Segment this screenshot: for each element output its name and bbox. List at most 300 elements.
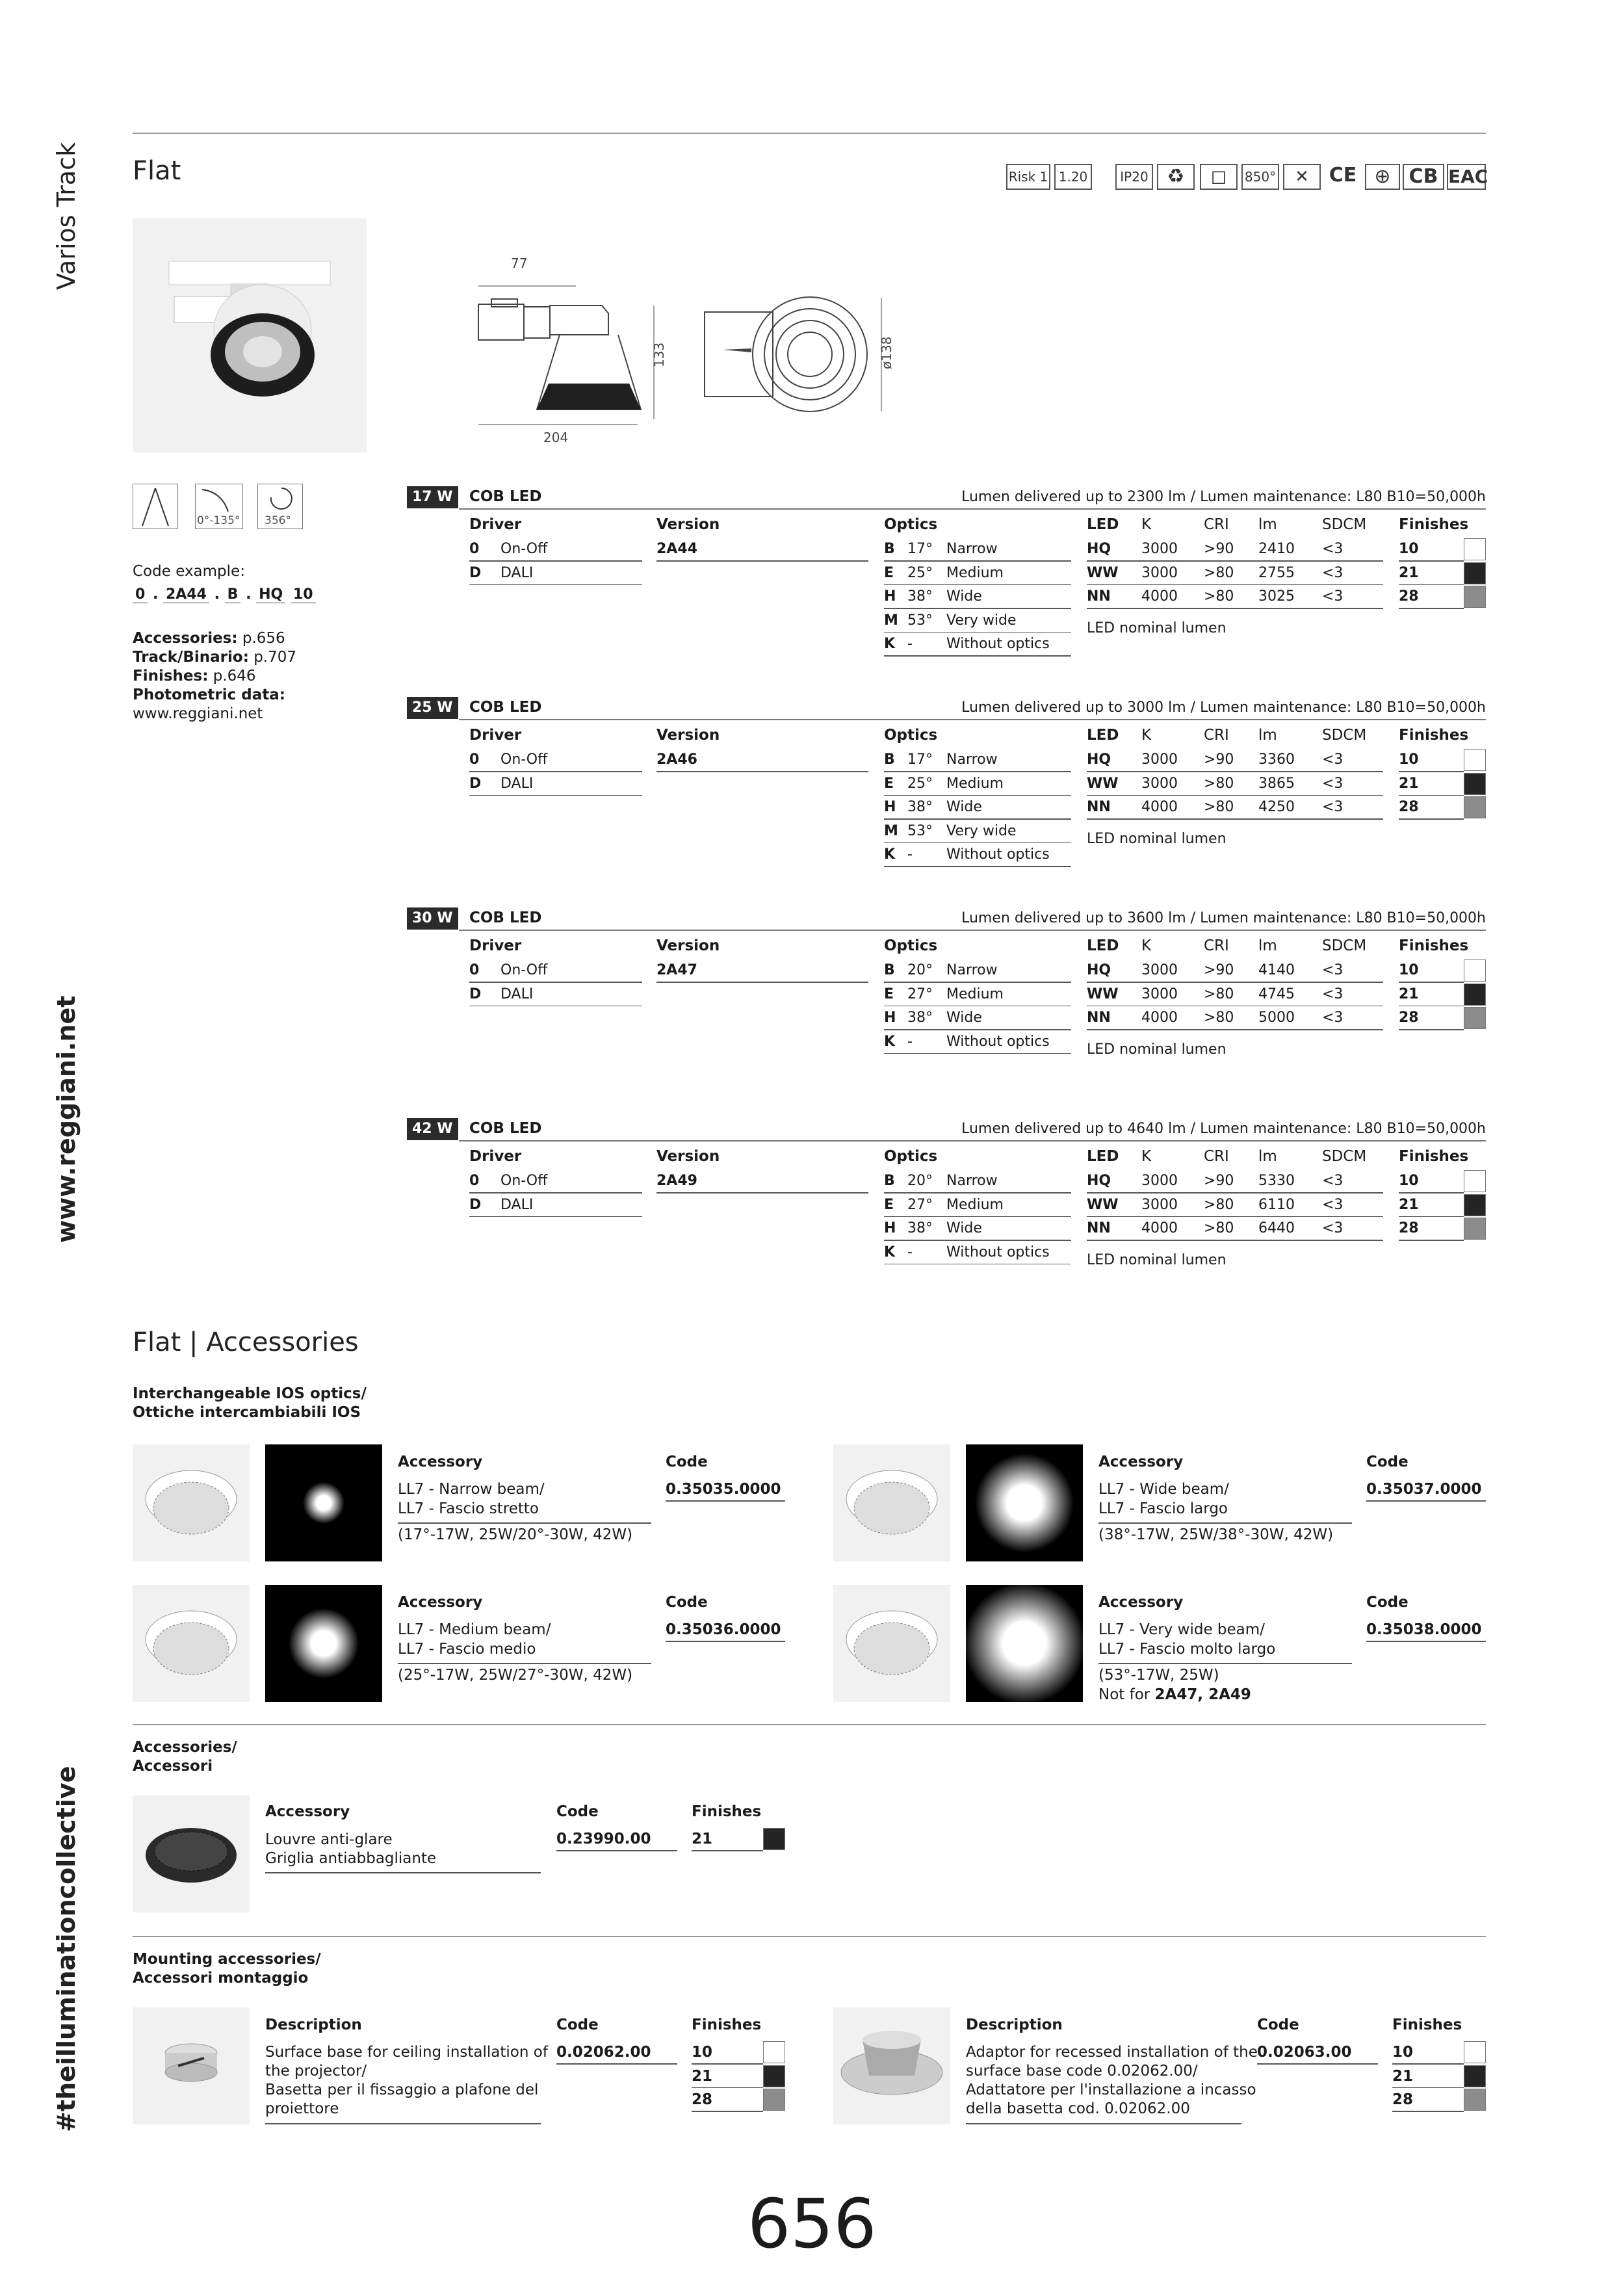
ios-code-line [666, 1641, 785, 1642]
beam-preview [265, 1444, 382, 1561]
optic-line [884, 1192, 1071, 1194]
led-lm: 5330 [1258, 1173, 1295, 1189]
driver-line [469, 1006, 642, 1007]
optic-angle: 27° [907, 985, 933, 1002]
acc2-finish-line [692, 1850, 763, 1851]
mount-finish-swatch [763, 2089, 785, 2111]
acc2-title: Accessories/ Accessori [133, 1739, 237, 1775]
mount-desc-line: Basetta per il fissaggio a plafone del [265, 2081, 539, 2098]
acc2-description: Louvre anti-glare Griglia antiabbagliante [265, 1831, 437, 1867]
led-k: 3000 [1141, 541, 1178, 557]
finish-swatch [1464, 1218, 1486, 1240]
finish-swatch [1464, 1170, 1486, 1192]
driver-code: 0 [469, 962, 480, 978]
finish-code: 10 [1399, 751, 1419, 768]
optic-code: H [884, 1010, 896, 1026]
code-part-optics: B [225, 586, 241, 603]
finish-line [1399, 771, 1464, 772]
driver-code: 0 [469, 751, 480, 768]
finish-swatch [1464, 586, 1486, 608]
ios-optic-image [133, 1444, 250, 1561]
driver-name: On-Off [500, 1173, 548, 1189]
dim-depth: 77 [511, 255, 528, 271]
mount-title: Mounting accessories/ Accessori montaggio [133, 1951, 321, 1987]
driver-line [469, 560, 642, 562]
sidebar-website: www.reggiani.net [52, 995, 81, 1243]
optic-line [884, 1264, 1071, 1265]
optic-code: B [884, 962, 895, 978]
ios-code-label: Code [666, 1594, 708, 1611]
watt-badge: 25 W [407, 697, 458, 719]
cert-enec-icon: ⊕ [1365, 164, 1400, 190]
optic-line [884, 866, 1071, 867]
mount-finish-swatch [1464, 2089, 1486, 2111]
ios-note: (53°-17W, 25W) [1098, 1667, 1219, 1684]
version-line [656, 560, 868, 562]
driver-code: 0 [469, 1173, 480, 1189]
top-rule [133, 133, 1486, 134]
ios-note-2-text: Not for [1098, 1686, 1155, 1703]
led-cri: >80 [1204, 985, 1234, 1002]
col-header-optics: Optics [884, 937, 938, 954]
optic-line [884, 584, 1071, 586]
col-header-finishes: Finishes [1399, 937, 1469, 954]
rule-accessories [133, 1724, 1486, 1725]
led-cri: >80 [1204, 564, 1234, 581]
accessories-title: Flat | Accessories [133, 1327, 359, 1357]
led-code: WW [1087, 775, 1119, 792]
led-line [1087, 982, 1383, 983]
col-header-k: K [1141, 1148, 1152, 1165]
led-lm: 6440 [1258, 1220, 1295, 1236]
ios-code: 0.35037.0000 [1366, 1481, 1482, 1498]
mount-desc-line: Adattatore per l'installazione a incasso [966, 2081, 1256, 2098]
optic-line [884, 842, 1071, 844]
optic-name: Without optics [946, 636, 1050, 652]
mount-finish-code: 10 [1392, 2044, 1414, 2061]
optic-code: E [884, 775, 894, 792]
led-k: 3000 [1141, 564, 1178, 581]
dim-length: 204 [543, 430, 569, 445]
led-lm: 4745 [1258, 985, 1295, 1002]
col-header-cri: CRI [1204, 1148, 1229, 1165]
finish-swatch [1464, 538, 1486, 560]
version-line [656, 1192, 868, 1194]
cert-ip: IP20 [1115, 164, 1153, 190]
ios-code-line [1366, 1500, 1486, 1502]
optic-name: Medium [946, 985, 1004, 1002]
lumen-info: Lumen delivered up to 3600 lm / Lumen maintenance: L80 B10=50,000h [961, 910, 1486, 926]
finish-code: 28 [1399, 1220, 1419, 1236]
cert-eac: EAC [1447, 164, 1486, 190]
beam-preview [265, 1585, 382, 1702]
led-lm: 4250 [1258, 799, 1295, 815]
optic-code: K [884, 1244, 896, 1260]
led-k: 3000 [1141, 962, 1178, 978]
ios-name-2: LL7 - Fascio largo [1098, 1500, 1228, 1517]
ios-line [1098, 1522, 1352, 1524]
driver-code: D [469, 1196, 482, 1213]
optic-angle: 20° [907, 962, 933, 978]
optic-line [884, 1029, 1071, 1030]
acc2-finish: 21 [692, 1831, 713, 1847]
led-code: HQ [1087, 1173, 1111, 1189]
cert-recycle-icon: ♻ [1157, 164, 1195, 190]
dim-height: 133 [651, 342, 667, 367]
sidebar-series-title: Varios Track [52, 142, 81, 290]
driver-line [469, 1216, 642, 1218]
version-code: 2A46 [656, 751, 697, 768]
led-cri: >80 [1204, 1010, 1234, 1026]
acc2-code-label: Code [556, 1803, 599, 1820]
driver-code: D [469, 985, 482, 1002]
col-header-led: LED [1087, 1148, 1119, 1165]
led-k: 4000 [1141, 799, 1178, 815]
acc2-finishes-label: Finishes [692, 1803, 762, 1820]
mount-finishes-label: Finishes [692, 2016, 762, 2033]
driver-code: D [469, 775, 482, 792]
optic-line [884, 771, 1071, 772]
finish-line [1399, 795, 1464, 796]
optic-angle: 53° [907, 612, 933, 629]
ios-note-2-codes: 2A47, 2A49 [1154, 1686, 1251, 1703]
ios-optic-image [133, 1585, 250, 1702]
optic-line [884, 560, 1071, 562]
finish-swatch [1464, 1194, 1486, 1216]
finish-line [1399, 560, 1464, 562]
louvre-image [133, 1795, 250, 1912]
led-k: 4000 [1141, 1010, 1178, 1026]
optic-code: B [884, 751, 895, 768]
cob-label: COB LED [469, 699, 542, 716]
optic-line [884, 1240, 1071, 1241]
optic-angle: 25° [907, 775, 933, 792]
rotate-label: 356° [265, 514, 291, 527]
ios-accessory-label: Accessory [1098, 1454, 1184, 1470]
col-header-lm: lm [1258, 937, 1277, 954]
section-rule [459, 719, 1486, 720]
ios-name-2: LL7 - Fascio stretto [398, 1500, 539, 1517]
cert-distance: 1.20 [1054, 164, 1092, 190]
lumen-info: Lumen delivered up to 4640 lm / Lumen maintenance: L80 B10=50,000h [961, 1121, 1486, 1137]
mount-finish-code: 21 [692, 2067, 713, 2085]
mount-code: 0.02063.00 [1257, 2044, 1352, 2061]
optic-angle: 27° [907, 1196, 933, 1213]
optic-name: Medium [946, 775, 1004, 792]
optic-name: Without optics [946, 1033, 1050, 1050]
led-k: 3000 [1141, 775, 1178, 792]
ios-note: (38°-17W, 25W/38°-30W, 42W) [1098, 1526, 1334, 1543]
driver-code: 0 [469, 541, 480, 557]
col-header-version: Version [656, 516, 720, 533]
tilt-icon [195, 484, 243, 529]
col-header-led: LED [1087, 937, 1119, 954]
col-header-k: K [1141, 937, 1152, 954]
lumen-info: Lumen delivered up to 2300 lm / Lumen maintenance: L80 B10=50,000h [961, 489, 1486, 505]
led-line [1087, 584, 1383, 586]
optic-code: M [884, 822, 898, 839]
cob-label: COB LED [469, 1120, 542, 1137]
sidebar-hashtag: #theilluminationcollective [52, 1766, 81, 2132]
col-header-k: K [1141, 727, 1152, 744]
driver-line [469, 795, 642, 796]
col-header-lm: lm [1258, 1148, 1277, 1165]
led-sdcm: <3 [1322, 564, 1344, 581]
led-cri: >80 [1204, 799, 1234, 815]
led-sdcm: <3 [1322, 588, 1344, 605]
led-sdcm: <3 [1322, 751, 1344, 768]
finish-code: 21 [1399, 985, 1419, 1002]
ios-code-label: Code [1366, 1454, 1409, 1470]
optic-line [884, 1216, 1071, 1218]
ios-line [398, 1663, 651, 1664]
col-header-sdcm: SDCM [1322, 1148, 1367, 1165]
mount-finish-rule [692, 2111, 763, 2112]
led-k: 3000 [1141, 751, 1178, 768]
col-header-led: LED [1087, 727, 1119, 744]
led-code: HQ [1087, 962, 1111, 978]
col-header-version: Version [656, 727, 720, 744]
led-sdcm: <3 [1322, 985, 1344, 1002]
finish-swatch [1464, 959, 1486, 982]
led-sdcm: <3 [1322, 799, 1344, 815]
optic-code: E [884, 985, 894, 1002]
ios-name-1: LL7 - Narrow beam/ [398, 1481, 545, 1498]
ios-accessory-label: Accessory [398, 1594, 483, 1611]
mount-desc-rule [966, 2123, 1241, 2124]
optic-line [884, 655, 1071, 657]
driver-line [469, 771, 642, 772]
finish-line [1399, 584, 1464, 586]
optic-name: Very wide [946, 822, 1017, 839]
optic-name: Wide [946, 588, 982, 605]
led-line [1087, 1240, 1383, 1241]
page-title: Flat [133, 156, 181, 186]
rotate-icon [257, 484, 303, 529]
col-header-version: Version [656, 1148, 720, 1165]
version-line [656, 982, 868, 983]
mount-code-rule [556, 2063, 677, 2065]
version-code: 2A47 [656, 962, 697, 978]
code-part-finish: 10 [291, 586, 316, 603]
finish-code: 28 [1399, 588, 1419, 605]
finish-code: 28 [1399, 799, 1419, 815]
mount-code: 0.02062.00 [556, 2044, 651, 2061]
optic-angle: 53° [907, 822, 933, 839]
led-k: 4000 [1141, 588, 1178, 605]
beam-preview [966, 1444, 1083, 1561]
led-cri: >90 [1204, 962, 1234, 978]
optic-code: B [884, 1173, 895, 1189]
led-line [1087, 818, 1383, 820]
led-cri: >90 [1204, 751, 1234, 768]
ios-name-1: LL7 - Wide beam/ [1098, 1481, 1229, 1498]
cert-class2-icon: ◻ [1200, 164, 1238, 190]
version-code: 2A49 [656, 1173, 697, 1189]
mount-finish-code: 21 [1392, 2067, 1414, 2085]
led-lm: 3025 [1258, 588, 1295, 605]
optic-name: Without optics [946, 846, 1050, 863]
ios-note: (17°-17W, 25W/20°-30W, 42W) [398, 1526, 633, 1543]
finish-swatch [1464, 984, 1486, 1006]
led-cri: >90 [1204, 541, 1234, 557]
references: Accessories: p.656 Track/Binario: p.707 Finishes: p.646 Photometric data: www.reggiani.net [133, 630, 297, 722]
optic-name: Very wide [946, 612, 1017, 629]
ios-code-line [666, 1500, 785, 1502]
reggiani-link[interactable]: www.reggiani.net [133, 705, 263, 722]
led-code: NN [1087, 1220, 1111, 1236]
cert-risk: Risk 1 [1006, 164, 1050, 190]
ios-code: 0.35036.0000 [666, 1621, 781, 1638]
col-header-lm: lm [1258, 727, 1277, 744]
optic-angle: 17° [907, 541, 933, 557]
finish-code: 10 [1399, 1173, 1419, 1189]
col-header-finishes: Finishes [1399, 1148, 1469, 1165]
mount-image [833, 2007, 950, 2124]
led-code: NN [1087, 799, 1111, 815]
ios-note-2 [1098, 1686, 1251, 1703]
ios-optic-image [833, 1444, 950, 1561]
ios-line [1098, 1663, 1352, 1664]
led-sdcm: <3 [1322, 962, 1344, 978]
acc2-code-line [556, 1850, 677, 1851]
led-lm: 3360 [1258, 751, 1295, 768]
ios-name-2: LL7 - Fascio medio [398, 1641, 536, 1658]
cob-label: COB LED [469, 488, 542, 505]
cob-label: COB LED [469, 909, 542, 926]
led-lm: 2755 [1258, 564, 1295, 581]
mount-finish-rule [1392, 2087, 1464, 2089]
finish-swatch [1464, 773, 1486, 795]
dim-diameter: ø138 [879, 336, 894, 369]
mount-finish-rule [1392, 2111, 1464, 2112]
watt-badge: 17 W [407, 486, 458, 508]
optic-name: Medium [946, 1196, 1004, 1213]
led-sdcm: <3 [1322, 1010, 1344, 1026]
optic-code: H [884, 1220, 896, 1236]
driver-name: On-Off [500, 962, 548, 978]
optic-name: Narrow [946, 962, 998, 978]
optic-name: Wide [946, 1010, 982, 1026]
finish-line [1399, 818, 1464, 820]
led-cri: >80 [1204, 588, 1234, 605]
optic-line [884, 818, 1071, 820]
led-cri: >80 [1204, 1196, 1234, 1213]
optic-code: B [884, 541, 895, 557]
mount-desc-line: Adaptor for recessed installation of the [966, 2044, 1258, 2061]
code-example: 0 . 2A44 . B . HQ 10 [133, 586, 316, 603]
col-header-sdcm: SDCM [1322, 516, 1367, 533]
led-nominal-note: LED nominal lumen [1087, 620, 1227, 636]
code-part-driver: 0 [133, 586, 148, 603]
col-header-led: LED [1087, 516, 1119, 533]
optic-angle: 38° [907, 799, 933, 815]
col-header-k: K [1141, 516, 1152, 533]
col-header-sdcm: SDCM [1322, 727, 1367, 744]
led-lm: 3865 [1258, 775, 1295, 792]
optic-name: Narrow [946, 1173, 998, 1189]
led-cri: >80 [1204, 1220, 1234, 1236]
optic-name: Narrow [946, 541, 998, 557]
optic-name: Wide [946, 1220, 982, 1236]
ios-accessory-label: Accessory [398, 1454, 483, 1470]
led-code: NN [1087, 1010, 1111, 1026]
ios-code-label: Code [666, 1454, 708, 1470]
acc2-finish-swatch [763, 1828, 785, 1850]
driver-line [469, 584, 642, 586]
optic-code: H [884, 799, 896, 815]
optic-line [884, 982, 1071, 983]
col-header-finishes: Finishes [1399, 516, 1469, 533]
finish-line [1399, 1192, 1464, 1194]
finish-code: 10 [1399, 541, 1419, 557]
optic-line [884, 1053, 1071, 1054]
beam-angle-icon [133, 484, 178, 529]
col-header-cri: CRI [1204, 727, 1229, 744]
driver-name: DALI [500, 775, 534, 792]
finish-swatch [1464, 796, 1486, 818]
finish-swatch [1464, 1007, 1486, 1029]
led-k: 3000 [1141, 1196, 1178, 1213]
finish-line [1399, 1029, 1464, 1030]
led-k: 3000 [1141, 985, 1178, 1002]
led-lm: 5000 [1258, 1010, 1295, 1026]
finish-line [1399, 982, 1464, 983]
optic-angle: 20° [907, 1173, 933, 1189]
code-part-version: 2A44 [163, 586, 209, 603]
mount-finish-code: 28 [692, 2091, 713, 2108]
acc2-accessory-label: Accessory [265, 1803, 350, 1820]
optic-code: K [884, 636, 896, 652]
optic-angle: 17° [907, 751, 933, 768]
led-line [1087, 1029, 1383, 1030]
led-code: NN [1087, 588, 1111, 605]
led-code: WW [1087, 985, 1119, 1002]
led-nominal-note: LED nominal lumen [1087, 1251, 1227, 1268]
driver-code: D [469, 564, 482, 581]
section-rule [459, 508, 1486, 510]
finish-swatch [1464, 749, 1486, 771]
section-rule [459, 930, 1486, 931]
mount-finish-rule [692, 2087, 763, 2089]
finish-code: 28 [1399, 1010, 1419, 1026]
mount-desc-line: the projector/ [265, 2063, 367, 2080]
col-header-driver: Driver [469, 1148, 522, 1165]
rule-mounting [133, 1936, 1486, 1937]
col-header-sdcm: SDCM [1322, 937, 1367, 954]
finish-line [1399, 1240, 1464, 1241]
col-header-driver: Driver [469, 516, 522, 533]
optic-angle: 38° [907, 588, 933, 605]
finish-line [1399, 608, 1464, 609]
driver-name: On-Off [500, 541, 548, 557]
led-line [1087, 1216, 1383, 1218]
col-header-cri: CRI [1204, 937, 1229, 954]
col-header-cri: CRI [1204, 516, 1229, 533]
led-lm: 4140 [1258, 962, 1295, 978]
led-cri: >80 [1204, 775, 1234, 792]
finish-code: 10 [1399, 962, 1419, 978]
ios-optic-image [833, 1585, 950, 1702]
code-example-label: Code example: [133, 563, 245, 580]
col-header-driver: Driver [469, 727, 522, 744]
ios-code-line [1366, 1641, 1486, 1642]
led-sdcm: <3 [1322, 541, 1344, 557]
lumen-info: Lumen delivered up to 3000 lm / Lumen maintenance: L80 B10=50,000h [961, 699, 1486, 716]
led-sdcm: <3 [1322, 1220, 1344, 1236]
led-code: WW [1087, 564, 1119, 581]
driver-name: DALI [500, 1196, 534, 1213]
